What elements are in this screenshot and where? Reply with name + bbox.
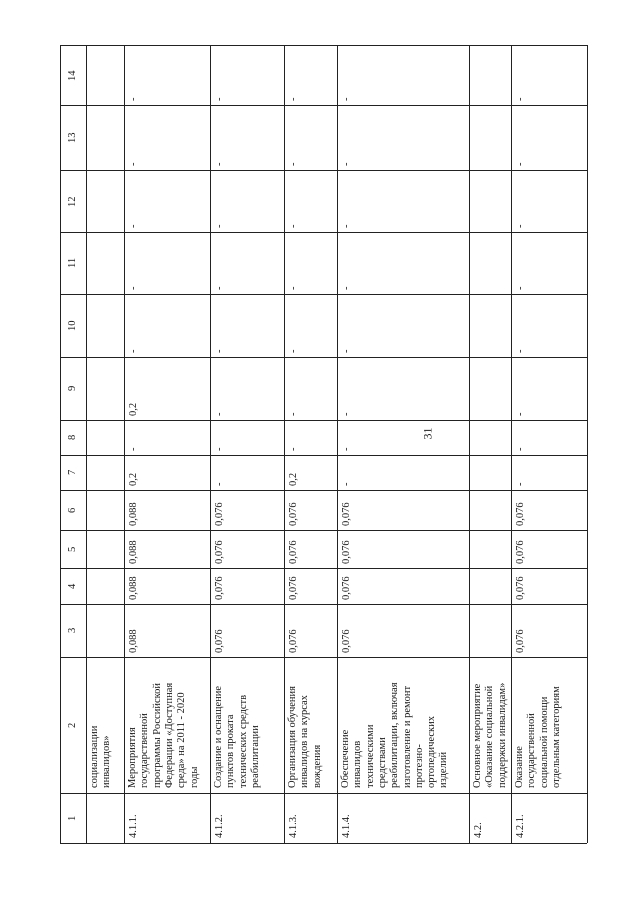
cell-value-col9: - xyxy=(515,412,526,416)
cell-value-col9: - xyxy=(288,412,299,416)
cell-value-col7: - xyxy=(214,482,225,486)
cell-value-col11: - xyxy=(288,286,299,290)
table-row-rule xyxy=(469,45,470,843)
cell-value-col14: - xyxy=(214,97,225,101)
cell-value-col10: - xyxy=(515,349,526,353)
cell-value-col6: 0,076 xyxy=(288,502,299,526)
row-name-line: поддержки инвалидам» xyxy=(496,682,508,788)
table-column-rule xyxy=(60,105,587,106)
row-code: 4.1.4. xyxy=(341,814,352,838)
row-name-line: Мероприятия xyxy=(127,727,138,788)
cell-value-col7: 0,2 xyxy=(128,472,139,486)
table-column-rule xyxy=(60,45,587,46)
row-name-line: вождения xyxy=(311,744,323,788)
cell-value-col11: - xyxy=(128,286,139,290)
cell-value-col6: 0,088 xyxy=(128,502,139,526)
row-name-line: ортопедических xyxy=(426,716,438,788)
row-name-line: изготовление и ремонт xyxy=(401,685,413,788)
cell-value-col4: 0,076 xyxy=(515,576,526,600)
cell-value-col13: - xyxy=(214,162,225,166)
cell-value-col3: 0,088 xyxy=(128,629,139,653)
row-name-line: государственной xyxy=(526,713,538,788)
cell-value-col12: - xyxy=(214,224,225,228)
table-row-rule xyxy=(587,45,588,843)
cell-value-col14: - xyxy=(128,97,139,101)
row-name-line: «Оказание социальной xyxy=(484,685,496,788)
header-number-1: 1 xyxy=(67,815,78,821)
row-name-line: Создание и оснащение xyxy=(213,685,224,788)
table-column-rule xyxy=(60,604,587,605)
row-code: 4.1.3. xyxy=(288,814,299,838)
cell-value-col5: 0,076 xyxy=(288,540,299,564)
cell-value-col3: 0,076 xyxy=(214,629,225,653)
row-name-line: годы xyxy=(188,766,200,788)
cell-value-col10: - xyxy=(214,349,225,353)
cell-value-col13: - xyxy=(341,162,352,166)
cell-value-col14: - xyxy=(341,97,352,101)
row-name-line: изделий xyxy=(438,751,450,788)
cell-value-col4: 0,076 xyxy=(341,576,352,600)
cell-value-col12: - xyxy=(288,224,299,228)
cell-value-col14: - xyxy=(515,97,526,101)
row-name-line: технических средств xyxy=(237,694,249,788)
cell-value-col8: - xyxy=(288,447,299,451)
cell-value-col11: - xyxy=(341,286,352,290)
cell-value-col7: - xyxy=(341,482,352,486)
table-column-rule xyxy=(60,357,587,358)
table-column-rule xyxy=(60,490,587,491)
row-name-line: инвалидов xyxy=(352,740,364,788)
table-column-rule xyxy=(60,793,587,794)
row-name-line: социальной помощи xyxy=(538,696,550,788)
row-name-line: Обеспечение xyxy=(340,729,351,788)
cell-value-col3: 0,076 xyxy=(515,629,526,653)
row-name-line: отдельным категориям xyxy=(550,686,562,788)
cell-value-col10: - xyxy=(288,349,299,353)
row-code: 4.1.2. xyxy=(214,814,225,838)
cell-value-col6: 0,076 xyxy=(214,502,225,526)
page-number: 31 xyxy=(420,427,435,440)
table-row-rule xyxy=(86,45,87,843)
cell-value-col5: 0,076 xyxy=(214,540,225,564)
cell-value-col8: - xyxy=(515,447,526,451)
row-name-line: среда» на 2011 - 2020 xyxy=(176,692,188,788)
header-number-7: 7 xyxy=(67,469,78,475)
cell-value-col13: - xyxy=(288,162,299,166)
table-row-rule xyxy=(210,45,211,843)
table-column-rule xyxy=(60,843,587,844)
cell-value-col6: 0,076 xyxy=(341,502,352,526)
table-column-rule xyxy=(60,657,587,658)
row-name-line: Федерации «Доступная xyxy=(163,682,175,788)
row-name-line: Основное мероприятие xyxy=(472,683,483,788)
cell-value-col7: 0,2 xyxy=(288,472,299,486)
header-number-14: 14 xyxy=(67,70,78,81)
table-column-rule xyxy=(60,530,587,531)
table-row-rule xyxy=(337,45,338,843)
header-number-2: 2 xyxy=(67,722,78,728)
header-number-4: 4 xyxy=(67,583,78,589)
cell-value-col5: 0,076 xyxy=(341,540,352,564)
cell-value-col12: - xyxy=(515,224,526,228)
cell-value-col10: - xyxy=(341,349,352,353)
cell-value-col4: 0,076 xyxy=(288,576,299,600)
cell-value-col8: - xyxy=(214,447,225,451)
table-row-rule xyxy=(284,45,285,843)
row-name-line: социализации xyxy=(89,725,100,788)
cell-value-col11: - xyxy=(515,286,526,290)
row-name-line: Организация обучения xyxy=(287,686,298,788)
cell-value-col6: 0,076 xyxy=(515,502,526,526)
row-name-line: протезно- xyxy=(413,744,425,788)
cell-value-col12: - xyxy=(341,224,352,228)
row-name-line: техническими xyxy=(364,724,376,788)
cell-value-col5: 0,076 xyxy=(515,540,526,564)
table-column-rule xyxy=(60,568,587,569)
header-number-10: 10 xyxy=(67,320,78,331)
cell-value-col14: - xyxy=(288,97,299,101)
cell-value-col7: - xyxy=(515,482,526,486)
cell-value-col9: - xyxy=(341,412,352,416)
header-number-12: 12 xyxy=(67,196,78,207)
row-name-line: пунктов проката xyxy=(225,714,237,788)
cell-value-col13: - xyxy=(128,162,139,166)
cell-value-col8: - xyxy=(341,447,352,451)
header-number-11: 11 xyxy=(67,257,78,268)
cell-value-col9: 0,2 xyxy=(128,402,139,416)
row-code: 4.2. xyxy=(473,822,484,838)
table-row-rule xyxy=(60,45,61,843)
cell-value-col4: 0,088 xyxy=(128,576,139,600)
row-name-line: реабилитации xyxy=(249,725,261,788)
row-name-line: инвалидов» xyxy=(101,735,113,788)
table-column-rule xyxy=(60,455,587,456)
row-code: 4.1.1. xyxy=(128,814,139,838)
cell-value-col10: - xyxy=(128,349,139,353)
table-column-rule xyxy=(60,420,587,421)
cell-value-col8: - xyxy=(128,447,139,451)
header-number-8: 8 xyxy=(67,434,78,440)
row-name-line: средствами xyxy=(376,737,388,788)
header-number-9: 9 xyxy=(67,385,78,391)
cell-value-col11: - xyxy=(214,286,225,290)
table-row-rule xyxy=(124,45,125,843)
row-name-line: реабилитации, включая xyxy=(389,682,401,788)
row-name-line: инвалидов на курсах xyxy=(299,695,311,788)
cell-value-col13: - xyxy=(515,162,526,166)
table-column-rule xyxy=(60,294,587,295)
header-number-5: 5 xyxy=(67,546,78,552)
header-number-13: 13 xyxy=(67,132,78,143)
row-name-line: программы Российской xyxy=(151,682,163,788)
cell-value-col4: 0,076 xyxy=(214,576,225,600)
row-name-line: Оказание xyxy=(514,746,525,788)
cell-value-col3: 0,076 xyxy=(341,629,352,653)
table-column-rule xyxy=(60,170,587,171)
table-row-rule xyxy=(511,45,512,843)
header-number-3: 3 xyxy=(67,627,78,633)
cell-value-col3: 0,076 xyxy=(288,629,299,653)
cell-value-col5: 0,088 xyxy=(128,540,139,564)
row-name-line: государственной xyxy=(139,713,151,788)
table-column-rule xyxy=(60,232,587,233)
cell-value-col9: - xyxy=(214,412,225,416)
cell-value-col12: - xyxy=(128,224,139,228)
row-code: 4.2.1. xyxy=(515,814,526,838)
header-number-6: 6 xyxy=(67,507,78,513)
